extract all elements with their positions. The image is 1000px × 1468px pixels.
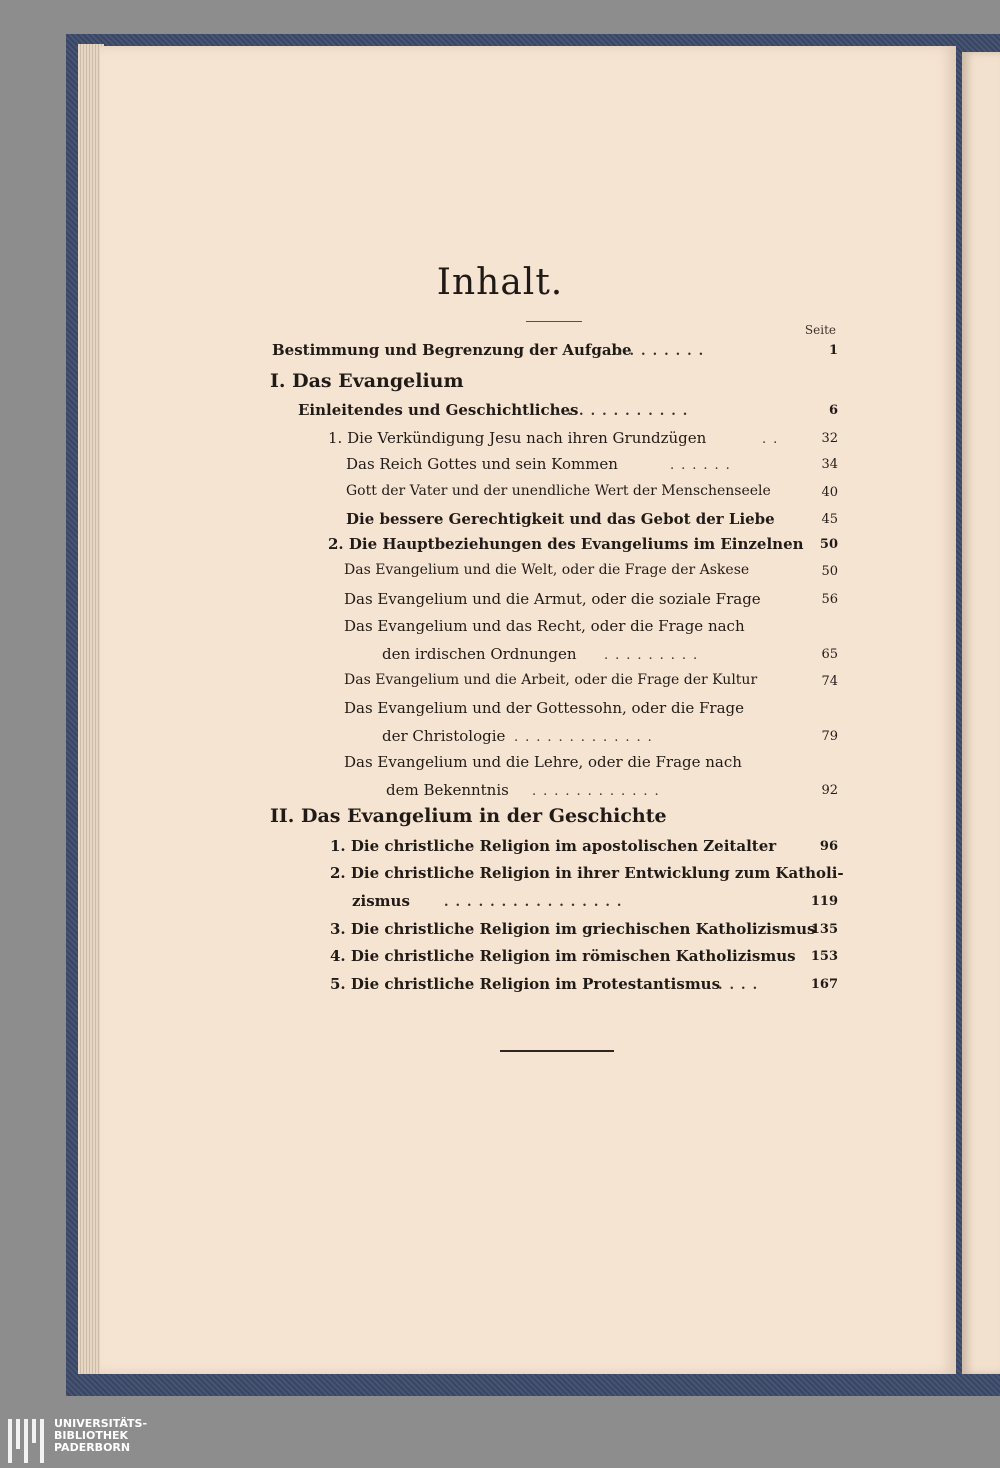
toc-entry: 1. Die Verkündigung Jesu nach ihren Grundzügen .. 32	[328, 429, 838, 447]
title-rule	[526, 321, 582, 322]
toc-entry: Das Reich Gottes und sein Kommen ...... 34	[346, 455, 838, 473]
toc-entry: 5. Die christliche Religion im Protestantismus .... 167	[330, 975, 838, 993]
toc-entry: 2. Die Hauptbeziehungen des Evangeliums im Einzelnen 50	[328, 535, 838, 553]
library-logo-icon	[8, 1419, 48, 1463]
toc-entry: Einleitendes und Geschichtliches ............ 6	[298, 401, 838, 419]
closing-rule	[500, 1050, 614, 1052]
toc-entry: Das Evangelium und die Welt, oder die Frage der Askese 50	[344, 562, 838, 579]
toc-entry: Das Evangelium und die Armut, oder die soziale Frage 56	[344, 590, 838, 608]
toc-entry: dem Bekenntnis ............ 92	[386, 781, 838, 799]
toc-entry: 3. Die christliche Religion im griechischen Katholizismus 135	[330, 920, 838, 938]
toc-entry: Das Evangelium und der Gottessohn, oder die Frage	[344, 699, 745, 717]
toc-entry: Das Evangelium und die Arbeit, oder die Frage der Kultur 74	[344, 672, 838, 689]
library-logo-text: UNIVERSITÄTS- BIBLIOTHEK PADERBORN	[54, 1417, 148, 1454]
toc-entry: den irdischen Ordnungen ......... 65	[382, 645, 838, 663]
toc-entry: Das Evangelium und die Lehre, oder die Frage nach	[344, 753, 742, 771]
toc-entry: Bestimmung und Begrenzung der Aufgabe ........ 1	[272, 341, 838, 359]
toc-section-heading: II. Das Evangelium in der Geschichte	[270, 805, 667, 827]
toc-entry: Die bessere Gerechtigkeit und das Gebot der Liebe 45	[346, 510, 838, 528]
toc-entry: 2. Die christliche Religion in ihrer Entwicklung zum Katholi-	[330, 864, 844, 882]
facing-page-edge	[962, 52, 1000, 1374]
toc-entry: der Christologie ............. 79	[382, 727, 838, 745]
toc-entry: 4. Die christliche Religion im römischen Katholizismus 153	[330, 947, 838, 965]
toc-section-heading: I. Das Evangelium	[270, 370, 464, 392]
page-title: Inhalt.	[436, 262, 564, 303]
toc-entry: Das Evangelium und das Recht, oder die Frage nach	[344, 617, 745, 635]
toc-entry: 1. Die christliche Religion im apostolischen Zeitalter 96	[330, 837, 838, 855]
seite-label: Seite	[804, 323, 836, 337]
toc-entry: zismus ................ 119	[352, 892, 838, 910]
toc-entry: Gott der Vater und der unendliche Wert der Menschenseele 40	[346, 483, 838, 500]
